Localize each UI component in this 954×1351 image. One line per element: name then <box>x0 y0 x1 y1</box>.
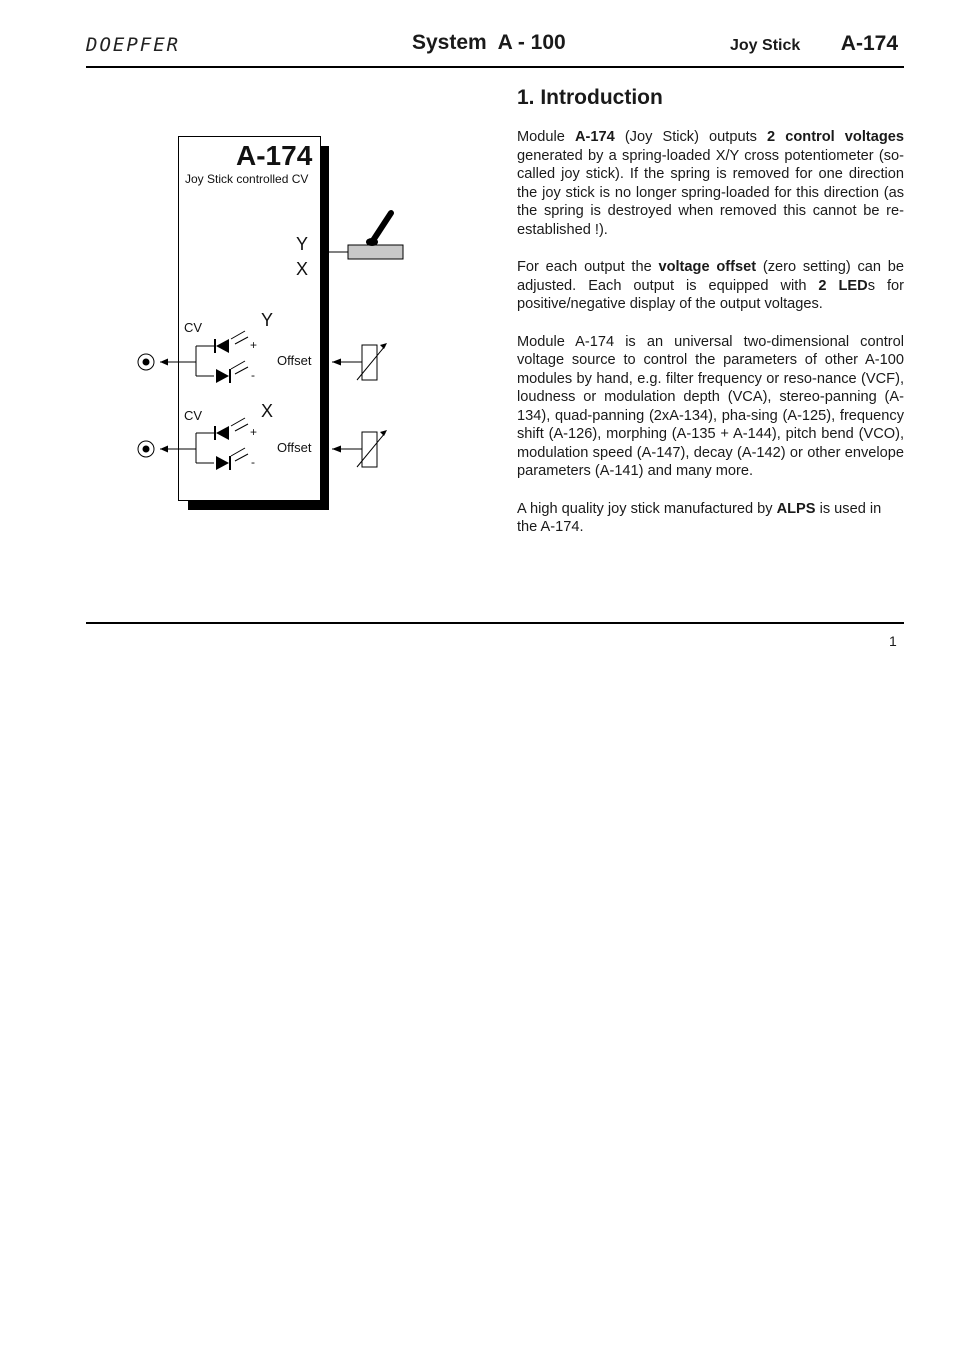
bold-run: 2 LED <box>818 277 868 294</box>
x-minus-label: - <box>251 455 255 469</box>
paragraph-4 <box>517 500 904 537</box>
text-run: (zero setting) can be adjusted. Each output is equipped with <box>517 259 904 294</box>
y-minus-label: - <box>251 368 255 382</box>
footer-rule <box>86 622 904 624</box>
paragraph-2 <box>517 258 904 314</box>
y-cv-label: CV <box>184 320 203 335</box>
system-title: System A - 100 <box>412 31 566 54</box>
page-number: 1 <box>889 633 897 649</box>
text-run: (Joy Stick) outputs <box>614 129 768 145</box>
text-run: generated by a spring-loaded X/Y cross potentiometer (so-called joy stick). If the spring is removed for one direction the joy stick is no longer spring-loaded for this direction (as the spring is destroyed when removed this cannot be re-established !). <box>517 147 904 238</box>
joystick-icon <box>320 213 403 259</box>
x-offset-label: Offset <box>277 440 312 455</box>
panel-subtitle: Joy Stick controlled CV <box>185 172 309 186</box>
bold-run: voltage offset <box>658 259 757 275</box>
paragraph-3 <box>517 333 904 481</box>
bold-run: A-174 <box>574 129 615 145</box>
y-axis-label: Y <box>261 310 274 330</box>
text-run: is used in the A-174. <box>517 500 882 535</box>
joystick-x-label: X <box>296 259 309 279</box>
brand-logo: DOEPFER <box>86 34 181 56</box>
paragraph-1 <box>517 128 904 239</box>
introduction-section <box>517 86 904 556</box>
bold-run: 2 control voltages <box>767 129 904 145</box>
text-run: For each output the <box>517 259 659 275</box>
text-run: Module A-174 is an universal two-dimensional control voltage source to control the parameters of other A-100 modules by hand, e.g. filter frequency or reso-nance (VCF), loudness or modulation depth (VCA), stereo-panning (A-134), quad-panning (2xA-134), pha-sing (A-125), frequency shift (A-126), morphing (A-135 + A-144), pitch bend (VCO), modulation speed (A-147), decay (A-142) or other envelope parameters (A-141) and many more. <box>517 333 904 479</box>
panel-title: A-174 <box>236 140 313 171</box>
section-heading: 1. Introduction <box>517 86 663 109</box>
text-run: A high quality joy stick manufactured by <box>517 500 777 517</box>
text-run: s for positive/negative display of the output voltages. <box>517 277 904 312</box>
bold-run: ALPS <box>776 500 816 517</box>
y-plus-label: + <box>250 338 258 352</box>
x-axis-label: X <box>261 401 274 421</box>
joystick-y-label: Y <box>296 234 309 254</box>
x-cv-label: CV <box>184 408 203 423</box>
y-offset-label: Offset <box>277 353 312 368</box>
text-run: Module <box>517 129 575 145</box>
module-name: Joy Stick <box>730 37 801 54</box>
x-plus-label: + <box>250 425 258 439</box>
module-id: A-174 <box>840 32 898 55</box>
